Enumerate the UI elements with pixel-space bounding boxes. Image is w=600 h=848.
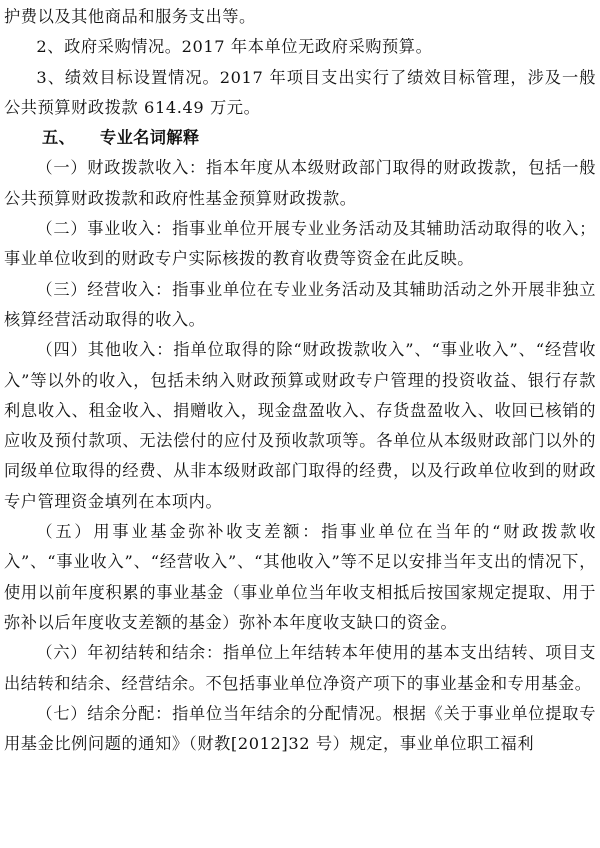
paragraph-performance-targets: 3、绩效目标设置情况。2017 年项目支出实行了绩效目标管理，涉及一般公共预算财政拨款 614.49 万元。 <box>4 67 596 117</box>
document-page <box>4 2 596 759</box>
section-heading <box>4 123 596 153</box>
paragraph-other-income: （四）其他收入：指单位取得的除“财政拨款收入”、“事业收入”、“经营收入”等以外的收入，包括未纳入财政预算或财政专户管理的投资收益、银行存款利息收入、租金收入、捐赠收入，现金盘盈收入、存货盘盈收入、收回已核销的应收及预付款项、无法偿付的应付及预收款项等。各单位从本级财政部门以外的同级单位取得的经费、从非本级财政部门取得的经费，以及行政单位收到的财政专户管理资金填列在本项内。 <box>4 340 596 511</box>
section-title: 专业名词解释 <box>100 128 200 148</box>
paragraph-continuation: 护费以及其他商品和服务支出等。 <box>4 7 256 26</box>
paragraph-operating-income: （三）经营收入：指事业单位在专业业务活动及其辅助活动之外开展非独立核算经营活动取得的收入。 <box>4 279 596 329</box>
paragraph-carryover-and-balance: （六）年初结转和结余：指单位上年结转本年使用的基本支出结转、项目支出结转和结余、经营结余。不包括事业单位净资产项下的事业基金和专用基金。 <box>4 643 596 693</box>
paragraph-business-fund-offset: （五）用事业基金弥补收支差额：指事业单位在当年的“财政拨款收入”、“事业收入”、“经营收入”、“其他收入”等不足以安排当年支出的情况下，使用以前年度积累的事业基金（事业单位当年收支相抵后按国家规定提取、用于弥补以后年度收支差额的基金）弥补本年度收支缺口的资金。 <box>4 522 596 632</box>
paragraph-business-income: （二）事业收入：指事业单位开展专业业务活动及其辅助活动取得的收入；事业单位收到的财政专户实际核拨的教育收费等资金在此反映。 <box>4 219 596 269</box>
paragraph-fiscal-appropriation-income: （一）财政拨款收入：指本年度从本级财政部门取得的财政拨款，包括一般公共预算财政拨款和政府性基金预算财政拨款。 <box>4 158 596 208</box>
paragraph-balance-distribution: （七）结余分配：指单位当年结余的分配情况。根据《关于事业单位提取专用基金比例问题的通知》（财教[2012]32 号）规定，事业单位职工福利 <box>4 703 596 754</box>
paragraph-government-procurement: 2、政府采购情况。2017 年本单位无政府采购预算。 <box>36 37 433 57</box>
section-number: 五、 <box>42 128 76 148</box>
